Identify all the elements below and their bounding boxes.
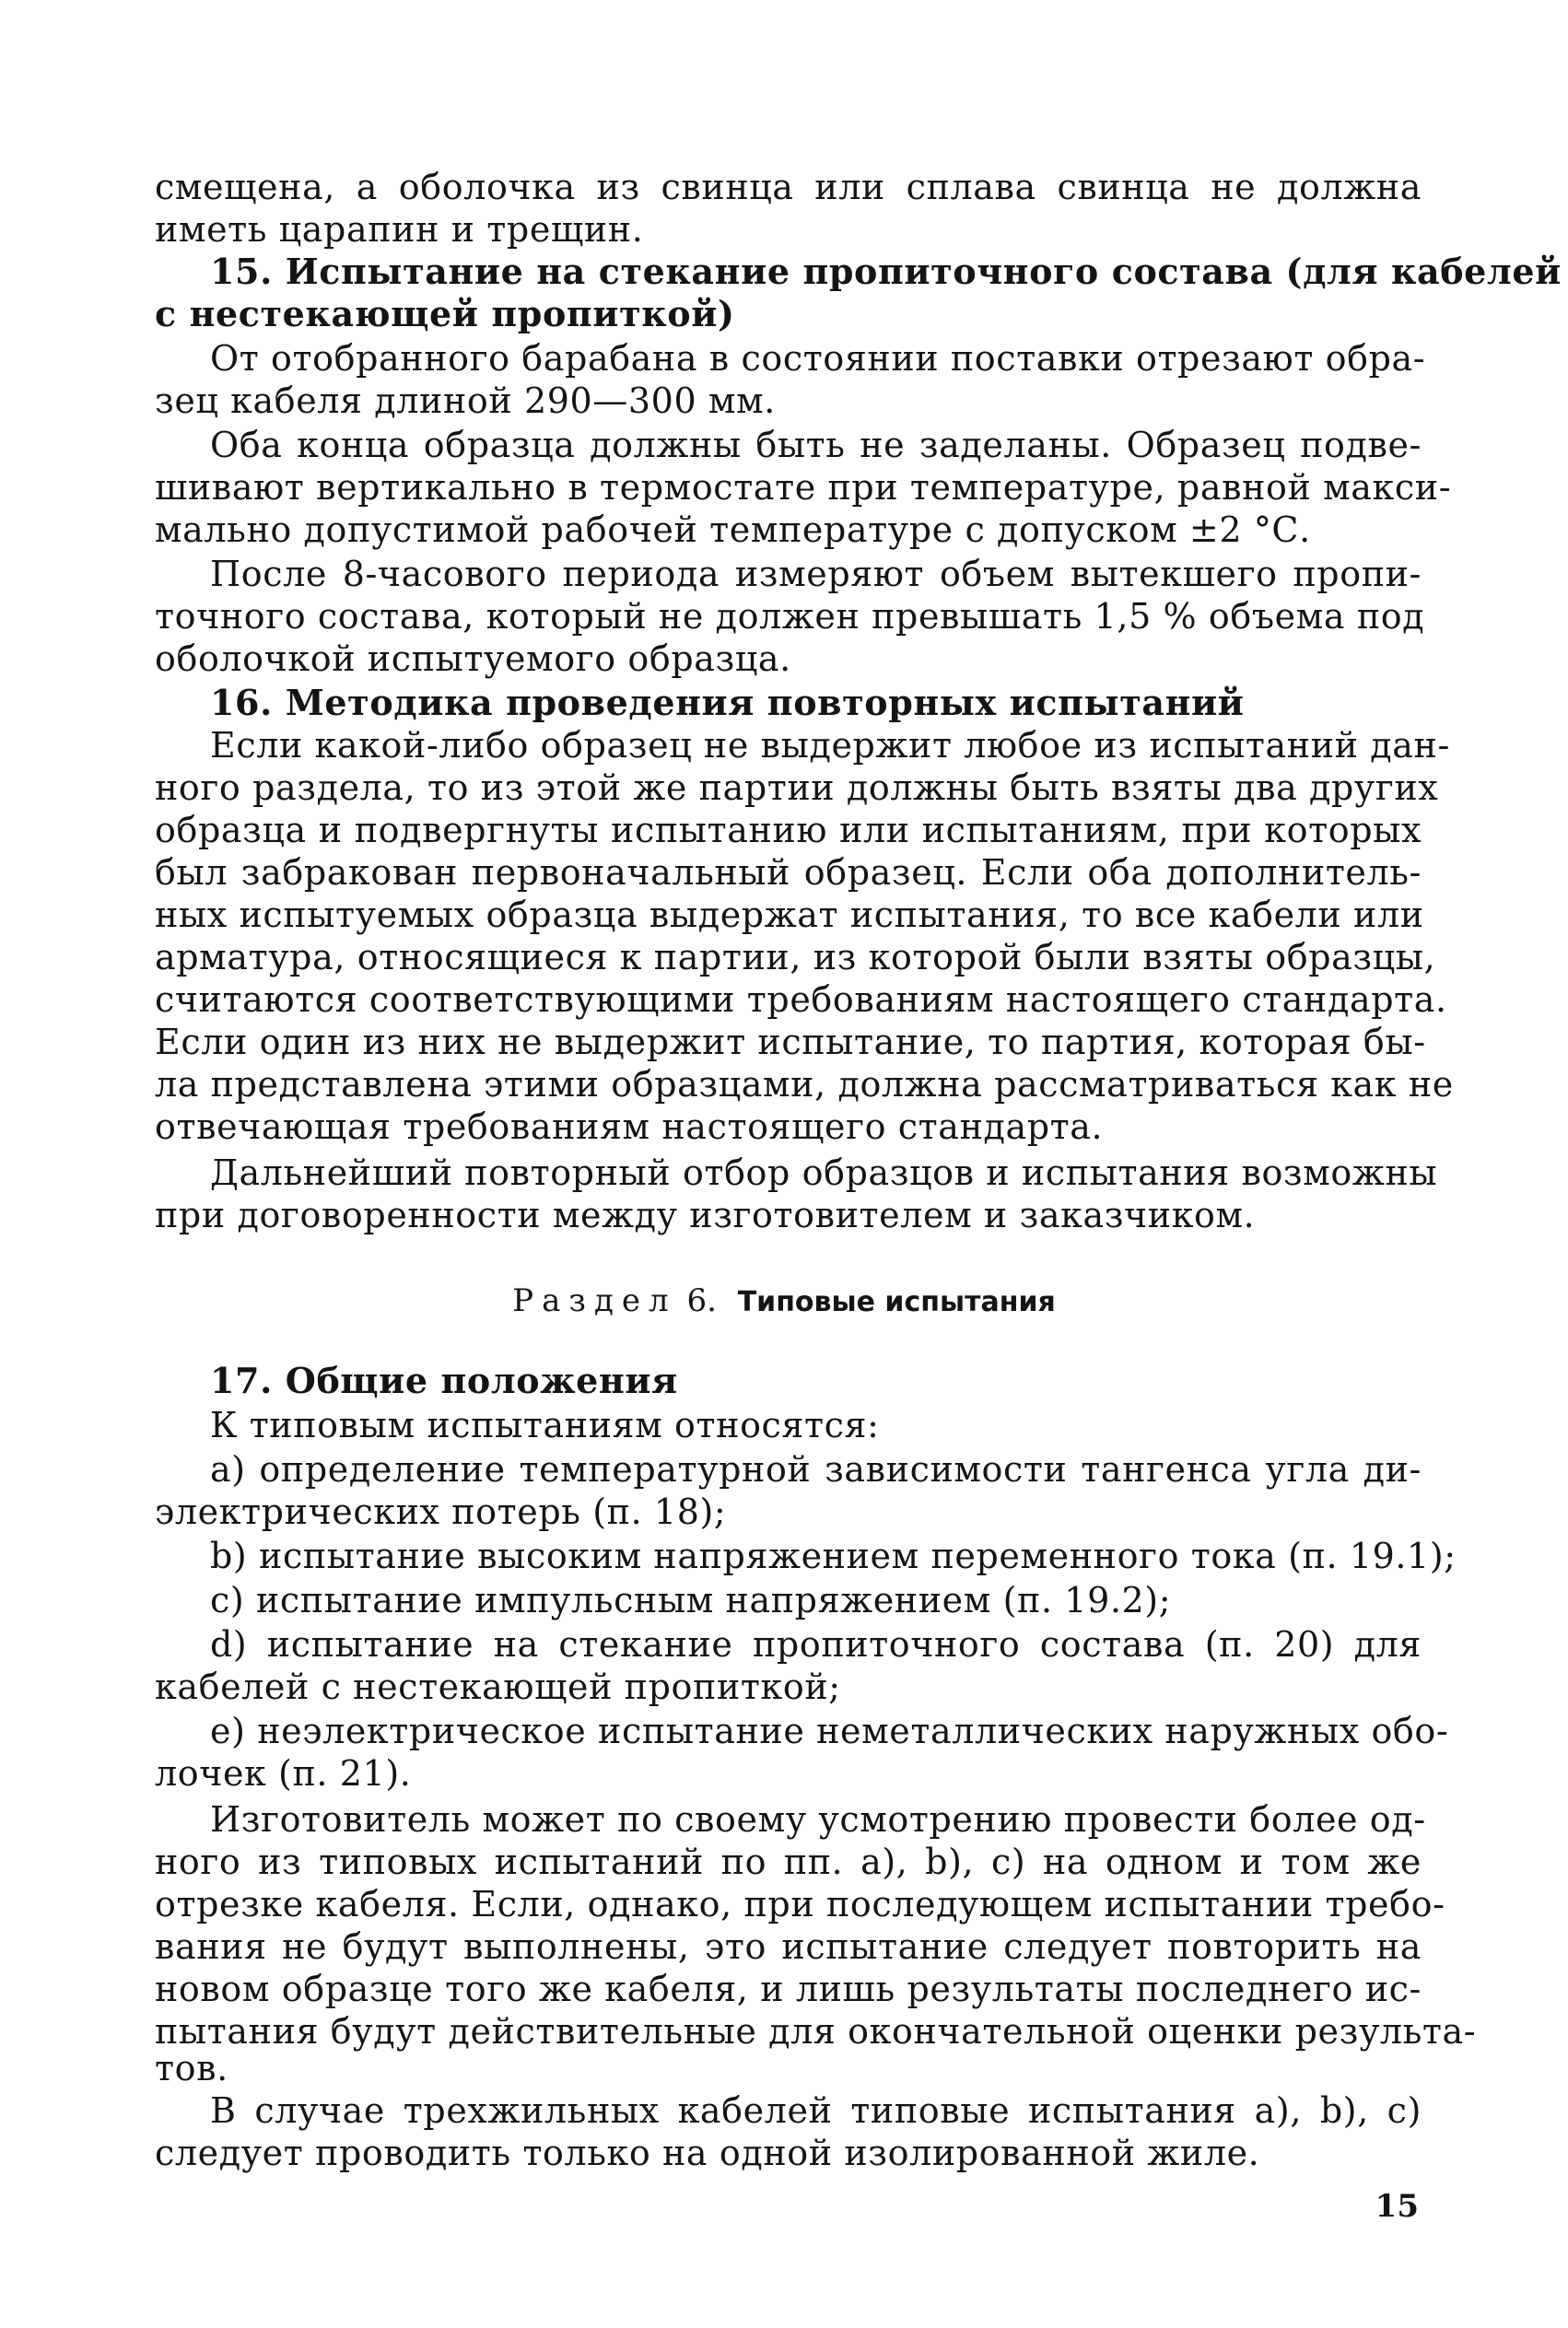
text-line: ного из типовых испытаний по пп. а), b), с) на одном и том же bbox=[155, 1842, 1422, 1882]
heading-15-cont: с нестекающей пропиткой) bbox=[155, 293, 735, 334]
text-line: при договоренности между изготовителем и заказчиком. bbox=[155, 1195, 1256, 1235]
list-item-c: с) испытание импульсным напряжением (п. 19.2); bbox=[210, 1580, 1172, 1620]
text-line: был забракован первоначальный образец. Если оба дополнитель- bbox=[155, 852, 1422, 893]
text-line: ных испытуемых образца выдержат испытания, то все кабели или bbox=[155, 895, 1424, 935]
list-item-d-cont: кабелей с нестекающей пропиткой; bbox=[155, 1667, 841, 1707]
list-item-e: е) неэлектрическое испытание неметаллических наружных обо- bbox=[210, 1711, 1449, 1751]
text-line: иметь царапин и трещин. bbox=[155, 209, 644, 250]
heading-17: 17. Общие положения bbox=[210, 1360, 678, 1401]
heading-16: 16. Методика проведения повторных испытаний bbox=[210, 682, 1245, 723]
text-line: Если какой-либо образец не выдержит любое из испытаний дан- bbox=[210, 725, 1450, 766]
section-title: Типовые испытания bbox=[737, 1286, 1056, 1318]
text-line: смещена, а оболочка из свинца или сплава свинца не должна bbox=[155, 167, 1422, 207]
section-heading bbox=[0, 1282, 1568, 1321]
text-line: точного состава, который не должен превышать 1,5 % объема под bbox=[155, 596, 1425, 637]
list-item-a-cont: электрических потерь (п. 18); bbox=[155, 1492, 727, 1532]
text-line: От отобранного барабана в состоянии поставки отрезают обра- bbox=[210, 338, 1426, 379]
text-line: следует проводить только на одной изолированной жиле. bbox=[155, 2133, 1260, 2173]
text-line: ного раздела, то из этой же партии должны быть взяты два других bbox=[155, 767, 1439, 808]
text-line: мально допустимой рабочей температуре с допуском ±2 °С. bbox=[155, 509, 1311, 550]
text-line: образца и подвергнуты испытанию или испытаниям, при которых bbox=[155, 810, 1422, 850]
text-line: В случае трехжильных кабелей типовые испытания а), b), с) bbox=[210, 2090, 1422, 2131]
text-line: отрезке кабеля. Если, однако, при последующем испытании требо- bbox=[155, 1884, 1445, 1924]
text-line: После 8-часового периода измеряют объем вытекшего пропи- bbox=[210, 554, 1422, 594]
section-label: Раздел bbox=[512, 1282, 677, 1319]
text-line: Оба конца образца должны быть не заделаны. Образец подве- bbox=[210, 425, 1422, 465]
text-line: Изготовитель может по своему усмотрению провести более од- bbox=[210, 1799, 1426, 1840]
text-line: вания не будут выполнены, это испытание следует повторить на bbox=[155, 1926, 1422, 1967]
heading-15: 15. Испытание на стекание пропиточного состава (для кабелей bbox=[210, 251, 1562, 292]
text-line: пытания будут действительные для окончательной оценки результа- bbox=[155, 2011, 1477, 2052]
list-item-d: d) испытание на стекание пропиточного состава (п. 20) для bbox=[210, 1624, 1422, 1665]
page-number: 15 bbox=[1375, 2188, 1419, 2225]
text-line: арматура, относящиеся к партии, из которой были взяты образцы, bbox=[155, 937, 1436, 977]
text-line: К типовым испытаниям относятся: bbox=[210, 1405, 880, 1445]
list-item-a: а) определение температурной зависимости тангенса угла ди- bbox=[210, 1449, 1422, 1490]
list-item-b: b) испытание высоким напряжением переменного тока (п. 19.1); bbox=[210, 1536, 1457, 1576]
text-line: ла представлена этими образцами, должна рассматриваться как не bbox=[155, 1064, 1454, 1105]
list-item-e-cont: лочек (п. 21). bbox=[155, 1753, 412, 1794]
text-line: отвечающая требованиям настоящего стандарта. bbox=[155, 1106, 1104, 1147]
text-line: новом образце того же кабеля, и лишь результаты последнего ис- bbox=[155, 1969, 1422, 2009]
text-line: шивают вертикально в термостате при температуре, равной макси- bbox=[155, 467, 1452, 508]
section-number: 6. bbox=[686, 1282, 717, 1319]
text-line: зец кабеля длиной 290—300 мм. bbox=[155, 380, 776, 421]
text-line: тов. bbox=[155, 2048, 228, 2088]
text-line: Дальнейший повторный отбор образцов и испытания возможны bbox=[210, 1152, 1438, 1193]
text-line: оболочкой испытуемого образца. bbox=[155, 638, 791, 679]
text-line: Если один из них не выдержит испытание, то партия, которая бы- bbox=[155, 1022, 1426, 1062]
text-line: считаются соответствующими требованиям настоящего стандарта. bbox=[155, 979, 1447, 1020]
